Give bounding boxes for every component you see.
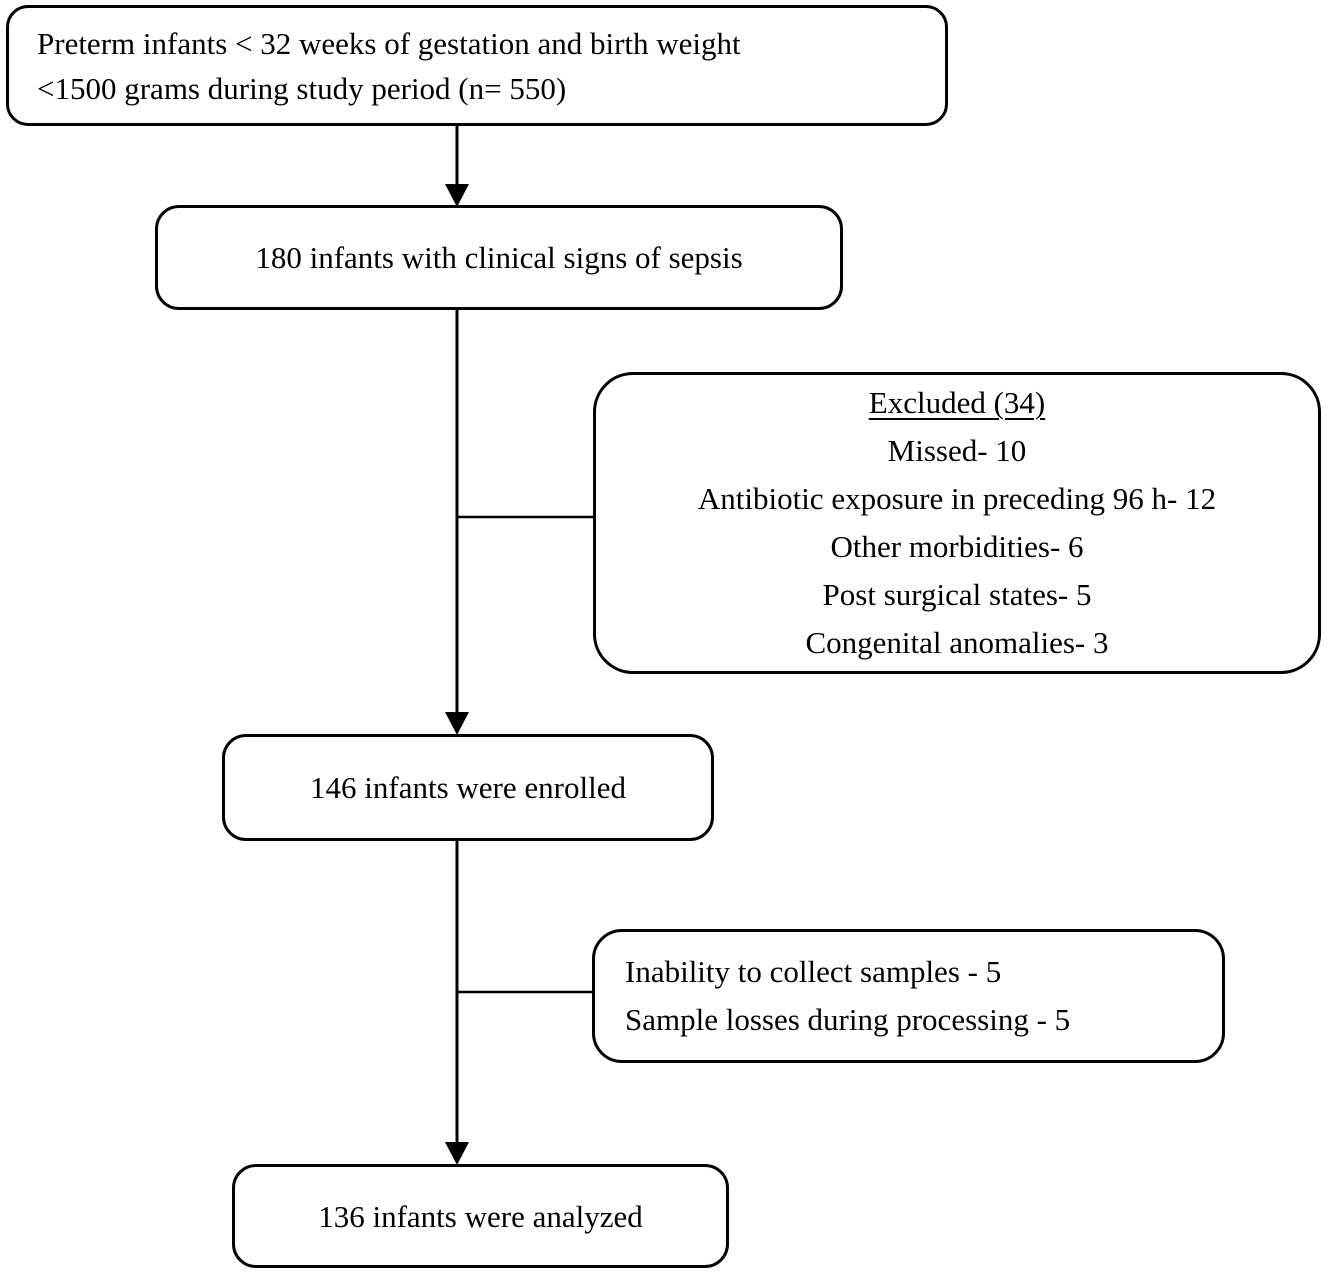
excluded-item: Congenital anomalies- 3 xyxy=(805,625,1109,660)
node-clinical-sepsis xyxy=(155,205,843,310)
sample-losses-item: Inability to collect samples - 5 xyxy=(625,954,1002,989)
node-enrolled-label: 146 infants were enrolled xyxy=(310,770,626,805)
node-analyzed-label: 136 infants were analyzed xyxy=(318,1198,643,1234)
node-enrolled xyxy=(222,734,714,841)
node-clinical-sepsis-label: 180 infants with clinical signs of sepsis xyxy=(255,240,743,275)
node-population xyxy=(6,5,948,126)
excluded-item: Antibiotic exposure in preceding 96 h- 12 xyxy=(697,481,1217,516)
excluded-item: Post surgical states- 5 xyxy=(822,577,1092,612)
excluded-item: Missed- 10 xyxy=(887,433,1027,468)
node-analyzed xyxy=(232,1164,729,1268)
node-population-line-2: <1500 grams during study period (n= 550) xyxy=(37,70,567,106)
node-excluded xyxy=(593,372,1321,674)
arrowhead-sepsis xyxy=(445,184,469,207)
sample-losses-item: Sample losses during processing - 5 xyxy=(625,1002,1071,1037)
node-sample-losses xyxy=(592,929,1225,1063)
excluded-title: Excluded (34) xyxy=(868,385,1046,420)
node-population-line-1: Preterm infants < 32 weeks of gestation and birth weight xyxy=(37,25,741,61)
arrowhead-enrolled xyxy=(445,712,469,735)
excluded-item: Other morbidities- 6 xyxy=(830,529,1084,564)
arrowhead-analyzed xyxy=(445,1142,469,1165)
